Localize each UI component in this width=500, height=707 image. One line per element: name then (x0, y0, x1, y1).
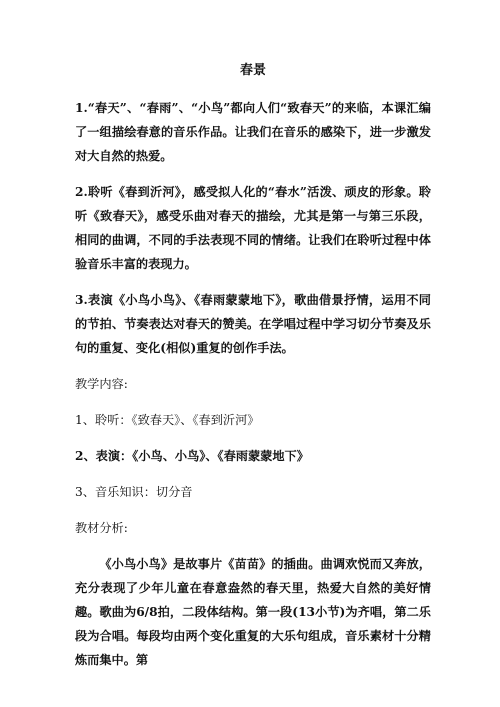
goal-paragraph-1: 1.“春天”、“春雨”、“小鸟”都向人们“致春天”的来临，本课汇编了一组描绘春意的音乐作品。让我们在音乐的感染下，进一步激发对大自然的热爱。 (75, 101, 431, 163)
analysis-paragraph: 《小鸟小鸟》是故事片《苗苗》的插曲。曲调欢悦而又奔放，充分表现了少年儿童在春意盎然的春天里，热爱大自然的美好情趣。歌曲为6/8拍，二段体结构。第一段(13小节)为齐唱，第二乐段为合唱。每段均由两个变化重复的大乐句组成，音乐素材十分精炼而集中。第 (75, 557, 431, 667)
analysis-heading: 教材分析: (75, 521, 128, 535)
content-item-3: 3、音乐知识：切分音 (75, 485, 193, 499)
content-heading: 教学内容: (75, 377, 128, 391)
content-item-1: 1、聆听：《致春天》、《春到沂河》 (75, 413, 260, 427)
goal-paragraph-2: 2.聆听《春到沂河》，感受拟人化的“春水”活泼、顽皮的形象。聆听《致春天》，感受乐曲对春天的描绘，尤其是第一与第三乐段，相同的曲调，不同的手法表现不同的情绪。让我们在聆听过程中体验音乐丰富的表现力。 (75, 185, 431, 271)
document-page (75, 60, 431, 684)
page-title: 春景 (239, 63, 266, 78)
goal-paragraph-3: 3.表演《小鸟小鸟》、《春雨蒙蒙地下》，歌曲借景抒情，运用不同的节拍、节奏表达对春天的赞美。在学唱过程中学习切分节奏及乐句的重复、变化(相似)重复的创作手法。 (75, 293, 431, 355)
content-item-2: 2、表演：《小鸟、小鸟》、《春雨蒙蒙地下》 (75, 449, 309, 463)
